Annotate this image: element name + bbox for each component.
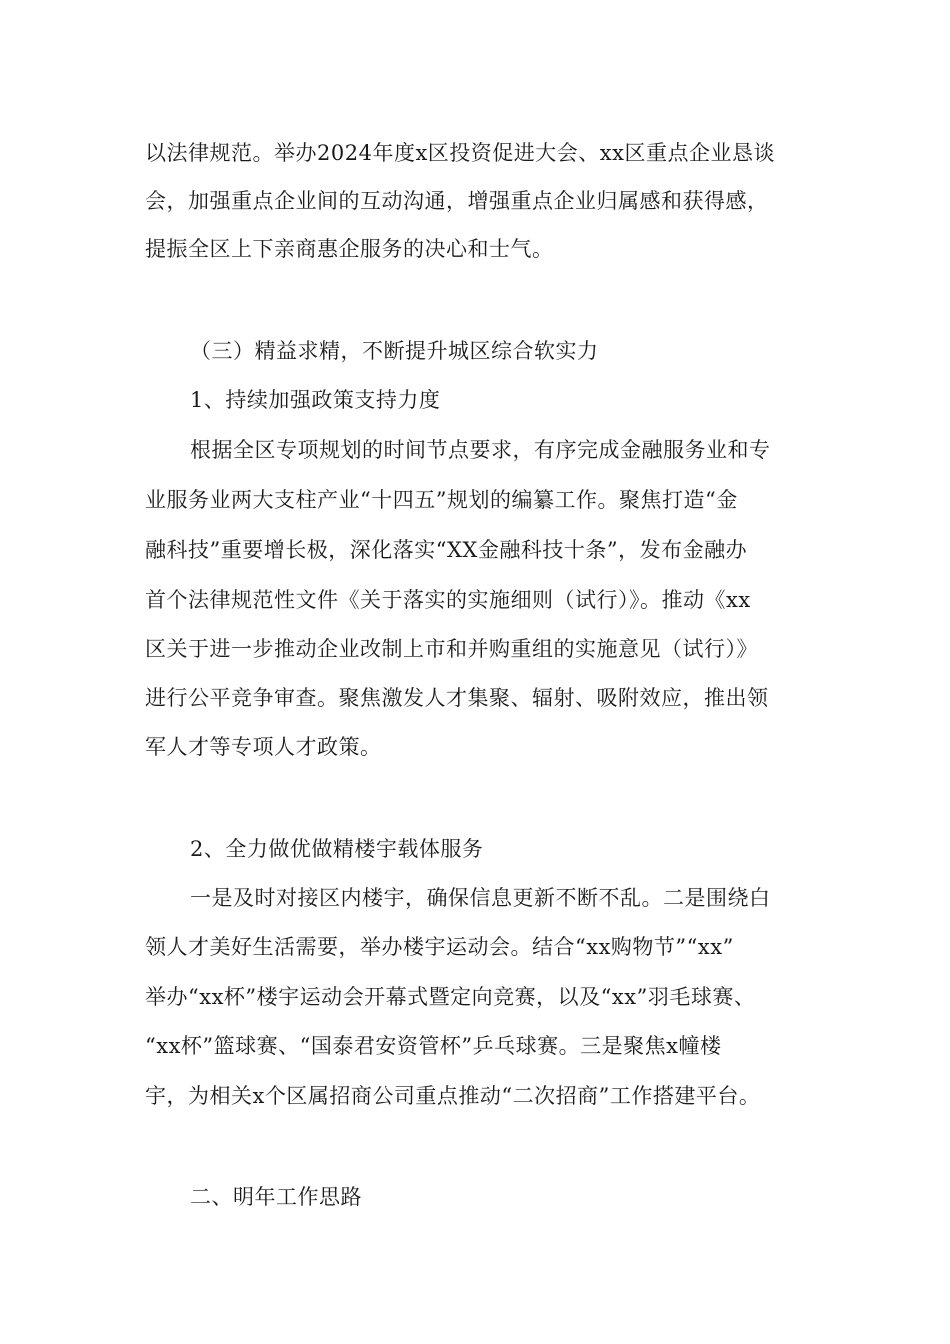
item-heading: 1、持续加强政策支持力度: [190, 388, 441, 412]
paragraph-line: 根据全区专项规划的时间节点要求，有序完成金融服务业和专: [190, 438, 771, 462]
paragraph-line: 提振全区上下亲商惠企服务的决心和士气。: [145, 237, 554, 261]
paragraph-line: “xx杯”篮球赛、“国泰君安资管杯”乒乓球赛。三是聚焦x幢楼: [145, 1034, 722, 1058]
paragraph-line: 军人才等专项人才政策。: [145, 735, 382, 759]
paragraph-line: 领人才美好生活需要，举办楼宇运动会。结合“xx购物节”“xx”: [145, 935, 734, 959]
section-heading: （三）精益求精，不断提升城区综合软实力: [190, 339, 599, 363]
section-heading: 二、明年工作思路: [190, 1185, 362, 1209]
paragraph-line: 进行公平竞争审查。聚焦激发人才集聚、辐射、吸附效应，推出领: [145, 686, 769, 710]
paragraph-line: 宇，为相关x个区属招商公司重点推动“二次招商”工作搭建平台。: [145, 1084, 761, 1108]
paragraph-line: 区关于进一步推动企业改制上市和并购重组的实施意见（试行）》: [145, 637, 758, 661]
paragraph-line: 首个法律规范性文件《关于落实的实施细则（试行）》。推动《xx: [145, 588, 751, 612]
paragraph-line: 业服务业两大支柱产业“十四五”规划的编纂工作。聚焦打造“金: [145, 488, 738, 512]
paragraph-line: 举办“xx杯”楼宇运动会开幕式暨定向竞赛，以及“xx”羽毛球赛、: [145, 985, 756, 1009]
paragraph-line: 以法律规范。举办2024年度x区投资促进大会、xx区重点企业恳谈: [145, 141, 775, 165]
paragraph-line: 融科技”重要增长极，深化落实“XX金融科技十条”，发布金融办: [145, 538, 748, 562]
item-heading: 2、全力做优做精楼宇载体服务: [190, 837, 484, 861]
paragraph-line: 会，加强重点企业间的互动沟通，增强重点企业归属感和获得感，: [145, 189, 769, 213]
paragraph-line: 一是及时对接区内楼宇，确保信息更新不断不乱。二是围绕白: [190, 886, 771, 910]
